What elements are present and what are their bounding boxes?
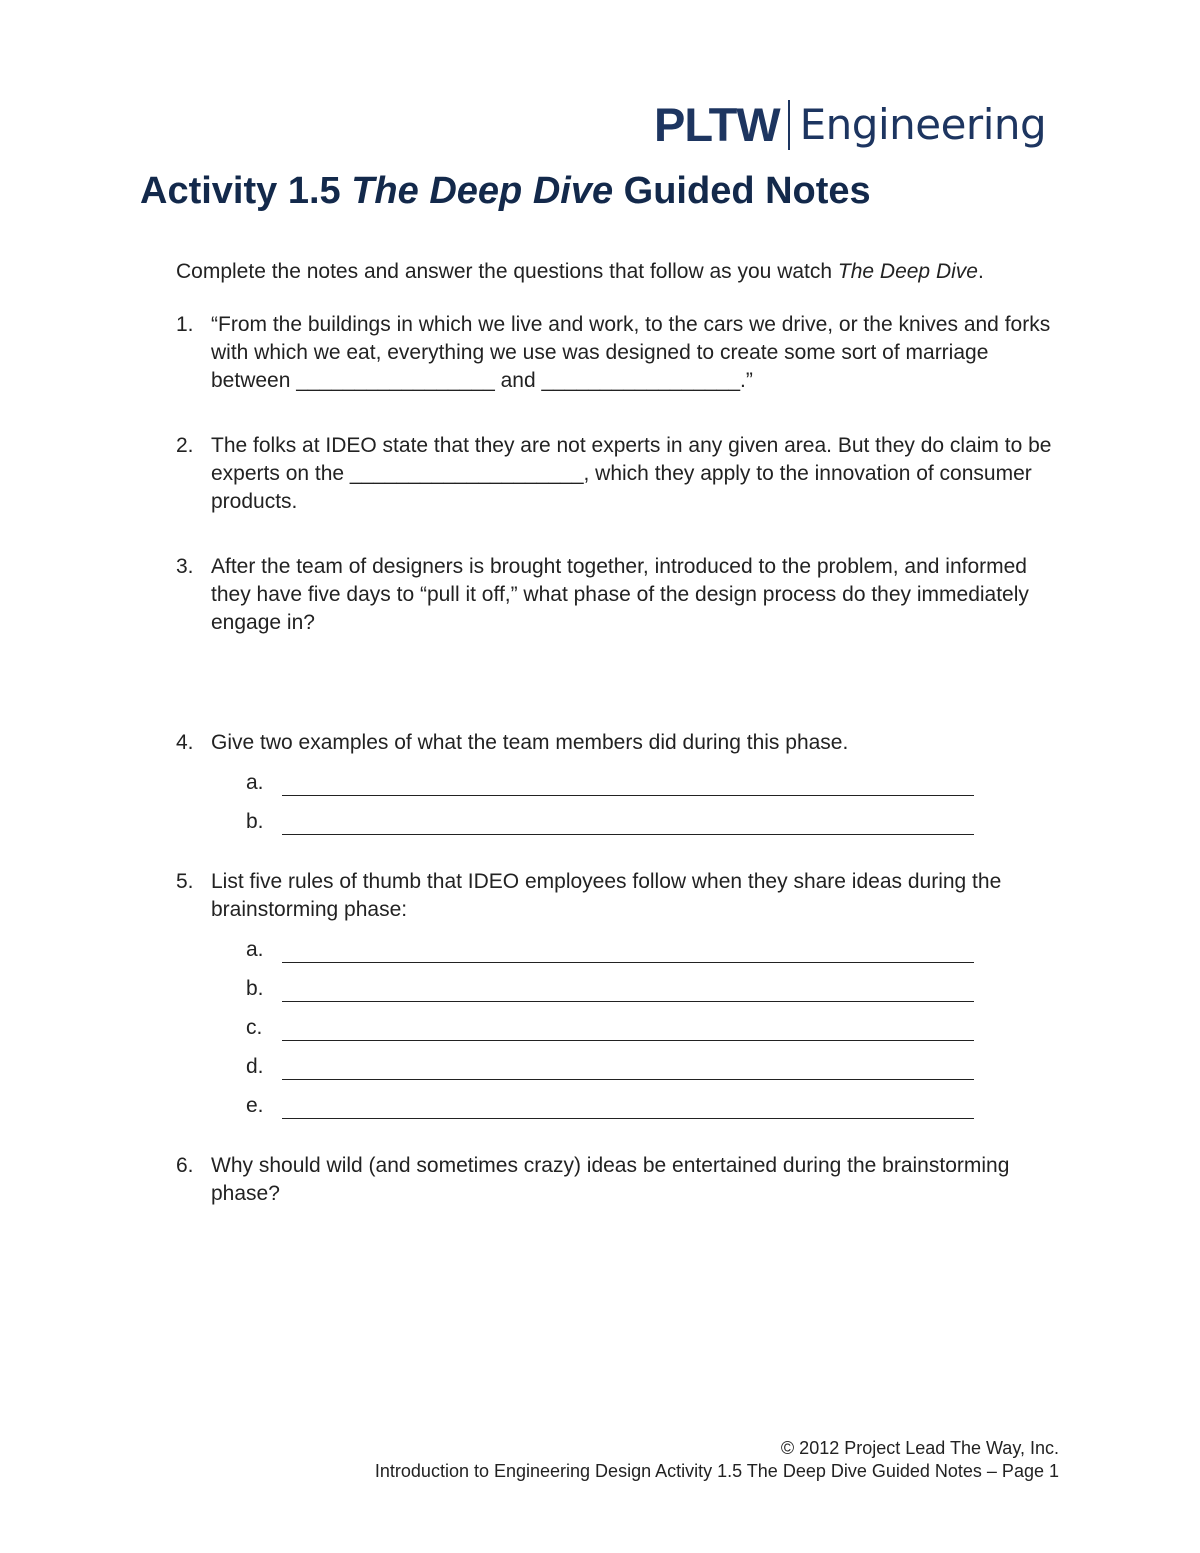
answer-letter: b. <box>246 809 264 833</box>
question-number: 6. <box>176 1154 194 1177</box>
answer-line-5d[interactable] <box>246 1047 1066 1086</box>
intro-italic: The Deep Dive <box>837 260 978 283</box>
answer-line-4a[interactable] <box>246 763 1066 802</box>
answer-letter: a. <box>246 937 264 961</box>
question-text: Give two examples of what the team members did during this phase. <box>211 731 849 754</box>
answer-line-5c[interactable] <box>246 1008 1066 1047</box>
blank-line[interactable] <box>282 775 974 796</box>
question-5 <box>176 868 1066 924</box>
question-3 <box>176 553 1066 637</box>
question-text: After the team of designers is brought together, introduced to the problem, and informed they have five days to “pull it off,” what phase of the design process do they immediately engage in? <box>211 555 1029 634</box>
logo-brand: PLTW <box>654 98 780 151</box>
question-text: “From the buildings in which we live and work, to the cars we drive, or the knives and forks with which we eat, everything we use was designed to create some sort of marriage between _________________ and _________________.” <box>211 313 1051 392</box>
title-italic: The Deep Dive <box>351 170 614 212</box>
worksheet-body <box>176 258 1066 1208</box>
question-6 <box>176 1152 1066 1208</box>
blank-line[interactable] <box>282 981 974 1002</box>
answer-letter: e. <box>246 1093 264 1117</box>
question-number: 1. <box>176 313 194 336</box>
question-number: 2. <box>176 434 194 457</box>
intro-instructions <box>176 258 1066 286</box>
blank-line[interactable] <box>282 1020 974 1041</box>
blank-line[interactable] <box>282 1059 974 1080</box>
answer-letter: c. <box>246 1015 263 1039</box>
pltw-engineering-logo <box>654 97 1046 153</box>
intro-text: Complete the notes and answer the questions that follow as you watch <box>176 260 838 283</box>
answer-line-4b[interactable] <box>246 802 1066 841</box>
title-suffix: Guided Notes <box>613 170 871 212</box>
page-title <box>140 168 871 214</box>
question-number: 3. <box>176 555 194 578</box>
page-footer <box>375 1437 1059 1483</box>
footer-copyright: © 2012 Project Lead The Way, Inc. <box>780 1438 1059 1458</box>
blank-line[interactable] <box>282 942 974 963</box>
question-text: The folks at IDEO state that they are not experts in any given area. But they do claim to be experts on the ____________________, which they apply to the innovation of consumer products. <box>211 434 1052 513</box>
question-number: 5. <box>176 870 194 893</box>
question-text: List five rules of thumb that IDEO employees follow when they share ideas during the brainstorming phase: <box>211 870 1002 921</box>
question-1 <box>176 311 1066 395</box>
answer-letter: d. <box>246 1054 264 1078</box>
answer-line-5b[interactable] <box>246 969 1066 1008</box>
answer-line-5a[interactable] <box>246 930 1066 969</box>
logo-divider <box>788 100 790 150</box>
question-2 <box>176 432 1066 516</box>
title-prefix: Activity 1.5 <box>140 170 352 212</box>
blank-line[interactable] <box>282 814 974 835</box>
answer-letter: a. <box>246 770 264 794</box>
blank-line[interactable] <box>282 1098 974 1119</box>
logo-product: Engineering <box>799 100 1047 149</box>
footer-course-page: Introduction to Engineering Design Activity 1.5 The Deep Dive Guided Notes – Page 1 <box>374 1461 1059 1481</box>
answer-line-5e[interactable] <box>246 1086 1066 1125</box>
question-number: 4. <box>176 731 194 754</box>
question-4 <box>176 729 1066 757</box>
answer-letter: b. <box>246 976 264 1000</box>
intro-end: . <box>977 260 984 283</box>
question-text: Why should wild (and sometimes crazy) ideas be entertained during the brainstorming phase? <box>211 1154 1010 1205</box>
